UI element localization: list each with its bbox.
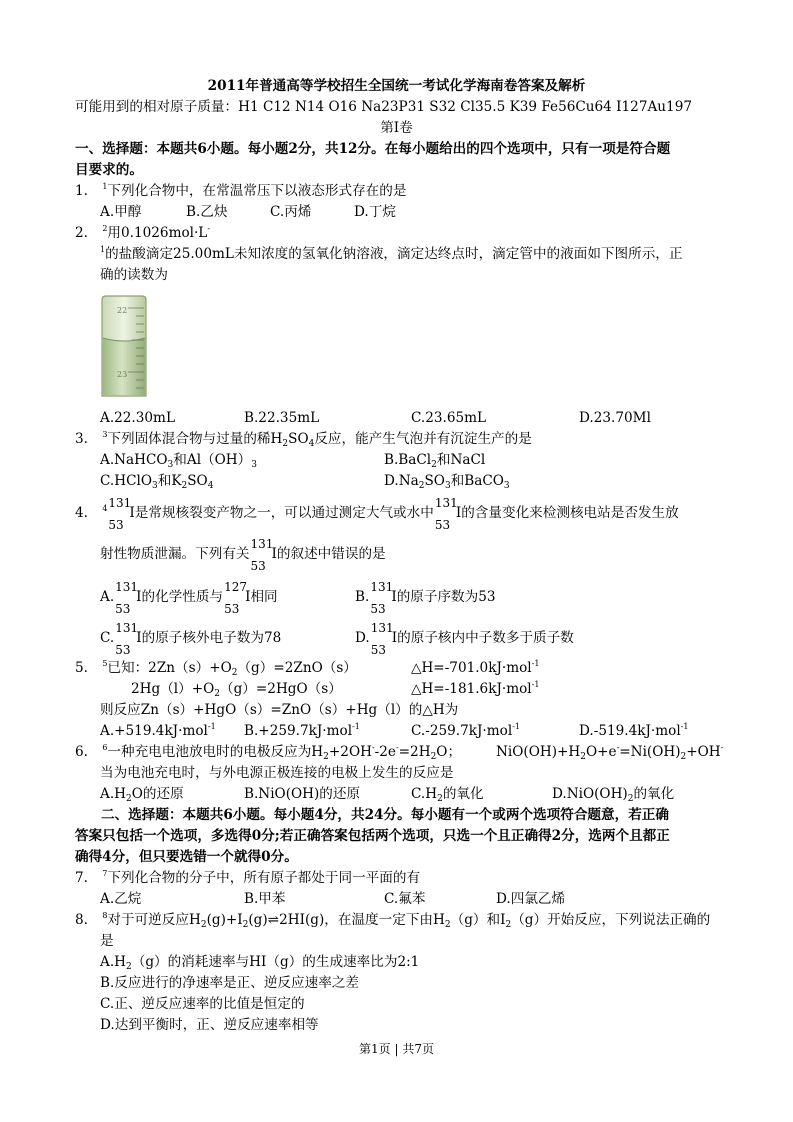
option-d: D.丁烷 xyxy=(354,204,396,220)
q-stem: 下列化合物中，在常温常压下以液态形式存在的是 xyxy=(107,183,407,199)
q-number: 7. xyxy=(75,870,88,886)
q-stem: 下列固体混合物与过量的稀H xyxy=(107,431,283,447)
q-stem: 的叙述中错误的是 xyxy=(276,546,386,562)
option-c: C.正、逆反应速率的比值是恒定的 xyxy=(100,996,305,1012)
nuclide-i131: 131 53 xyxy=(250,536,274,573)
option-b: B. 131 53 I的原子序数为53 xyxy=(355,579,496,616)
option-d: D.达到平衡时，正、逆反应速率相等 xyxy=(100,1017,319,1033)
q-stem-2: 的盐酸滴定25.00mL未知浓度的氢氧化钠溶液，滴定达终点时，滴定管中的液面如下图所示，正 xyxy=(105,246,683,262)
option-a: $A.H_2O$的还原 xyxy=(100,786,184,804)
option-a: A.+519.4kJ·mol$^{-1}$ xyxy=(100,722,216,739)
option-c: C.-259.7kJ·mol$^{-1}$ xyxy=(411,722,520,739)
nuclide-i131: 131 53 xyxy=(108,495,132,532)
q-stem: 用0.1026mol·L xyxy=(107,225,208,241)
option-c: C.氟苯 xyxy=(384,891,426,907)
option-b: B.22.35mL xyxy=(244,410,320,426)
option-d: D.23.70Ml xyxy=(579,410,651,426)
section1-heading-cont: 目要求的。 xyxy=(75,162,143,178)
q-ask: 当为电池充电时，与外电源正极连接的电极上发生的反应是 xyxy=(100,765,454,781)
option-a: A.NaHCO$_3$和$Al(OH)_3$ xyxy=(100,452,257,470)
q-number: 2. xyxy=(75,225,88,241)
q-number: 5. xyxy=(75,660,88,676)
q-mark: 6 xyxy=(102,743,108,752)
page-footer: 第1页 | 共7页 xyxy=(359,1042,434,1056)
q-stem: 下列化合物的分子中，所有原子都处于同一平面的有 xyxy=(107,870,421,886)
subscript: 2 xyxy=(282,439,289,449)
q-mark: 3 xyxy=(102,430,108,439)
q-number: 1. xyxy=(75,183,88,199)
enthalpy-2: △H=-181.6kJ·mol$^{-1}$ xyxy=(411,680,540,697)
q-stem-sup: - xyxy=(207,224,211,233)
atomic-masses: 可能用到的相对原子质量：H1 C12 N14 O16 Na23P31 S32 Cl35.5 K39 Fe56Cu64 I127Au197 xyxy=(75,99,692,115)
option-d: $D.NiO(OH)_2$的氧化 xyxy=(552,786,675,804)
q-mark: 1 xyxy=(102,182,108,191)
volume-label: 第I卷 xyxy=(380,120,413,136)
q-mark-2: 1 xyxy=(100,245,106,254)
page-title: 2011年普通高等学校招生全国统一考试化学海南卷答案及解析 xyxy=(207,78,586,94)
q-mark: 7 xyxy=(102,869,108,878)
q-stem: SO xyxy=(288,431,309,447)
q-stem-2: 是 xyxy=(100,933,114,949)
option-a: $A.H_2(g)$的消耗速率与HI（g）的生成速率比为2:1 xyxy=(100,954,420,972)
q-ask: 则反应Zn（s）+HgO（s）=ZnO（s）+Hg（l）的△H为 xyxy=(100,702,459,718)
option-b: B.反应进行的净速率是正、逆反应速率之差 xyxy=(100,975,359,991)
q-mark: 2 xyxy=(102,224,108,233)
q-number: 4. xyxy=(75,505,88,521)
option-a: A.乙烷 xyxy=(100,891,142,907)
burette-tick-22: 22 xyxy=(117,306,128,315)
option-c: C.23.65mL xyxy=(411,410,487,426)
burette-tick-23: 23 xyxy=(117,370,128,379)
reaction-2: $2Hg(l)+O_2(g)=2HgO(s)$ xyxy=(131,681,342,699)
option-d: D.四氯乙烯 xyxy=(496,891,566,907)
option-b: B.乙炔 xyxy=(186,204,228,220)
section2-heading: 二、选择题：本题共6小题。每小题4分，共24分。每小题有一个或两个选项符合题意，若正确 xyxy=(101,807,669,823)
option-a: A. 131 53 I的化学性质与 127 53 I相同 xyxy=(100,579,278,616)
nuclide-i131: 131 53 xyxy=(434,495,458,532)
q-stem-3: 确的读数为 xyxy=(100,267,168,283)
burette-figure xyxy=(98,294,152,400)
q-number: 6. xyxy=(75,744,88,760)
option-b: B.+259.7kJ·mol$^{-1}$ xyxy=(244,722,360,739)
option-d: D. 131 53 I的原子核内中子数多于质子数 xyxy=(355,620,574,657)
q-stem: 反应，能产生气泡并有沉淀生产的是 xyxy=(314,431,532,447)
option-b: B.BaCl$_2$和NaCl xyxy=(384,452,486,470)
section1-heading: 一、选择题：本题共6小题。每小题2分，共12分。在每小题给出的四个选项中，只有一项是符合题 xyxy=(75,141,671,157)
subscript: 4 xyxy=(308,439,315,449)
q-mark: 8 xyxy=(102,911,108,920)
option-a: A.22.30mL xyxy=(100,410,175,426)
option-c: $C.H_2$的氧化 xyxy=(411,786,484,804)
option-a: A.甲醇 xyxy=(100,204,142,220)
reaction-nickel: $NiO(OH)+H_2O+e^-=Ni(OH)_2+OH^-$ xyxy=(496,743,724,762)
section2-heading-cont: 答案只包括一个选项，多选得0分;若正确答案包括两个选项，只选一个且正确得2分，选两个且都正 xyxy=(75,828,670,844)
option-c: C.HClO$_3$和$K_2SO_4$ xyxy=(100,473,214,491)
option-c: C.丙烯 xyxy=(270,204,312,220)
option-d: $D.Na_2SO_3$和BaCO$_3$ xyxy=(384,473,510,491)
q-mark: 4 xyxy=(102,504,108,513)
q-number: 8. xyxy=(75,912,88,928)
section2-heading-cont2: 确得4分，但只要选错一个就得0分。 xyxy=(75,849,298,865)
enthalpy-1: △H=-701.0kJ·mol$^{-1}$ xyxy=(411,659,540,676)
option-d: D.-519.4kJ·mol$^{-1}$ xyxy=(579,722,689,739)
option-c: C. 131 53 I的原子核外电子数为78 xyxy=(100,620,282,657)
q-stem: 射性物质泄漏。下列有关 xyxy=(100,546,250,562)
option-b: B.NiO(OH)的还原 xyxy=(244,786,361,802)
option-b: B.甲苯 xyxy=(244,891,286,907)
q-number: 3. xyxy=(75,431,88,447)
q-mark: 5 xyxy=(102,659,108,668)
